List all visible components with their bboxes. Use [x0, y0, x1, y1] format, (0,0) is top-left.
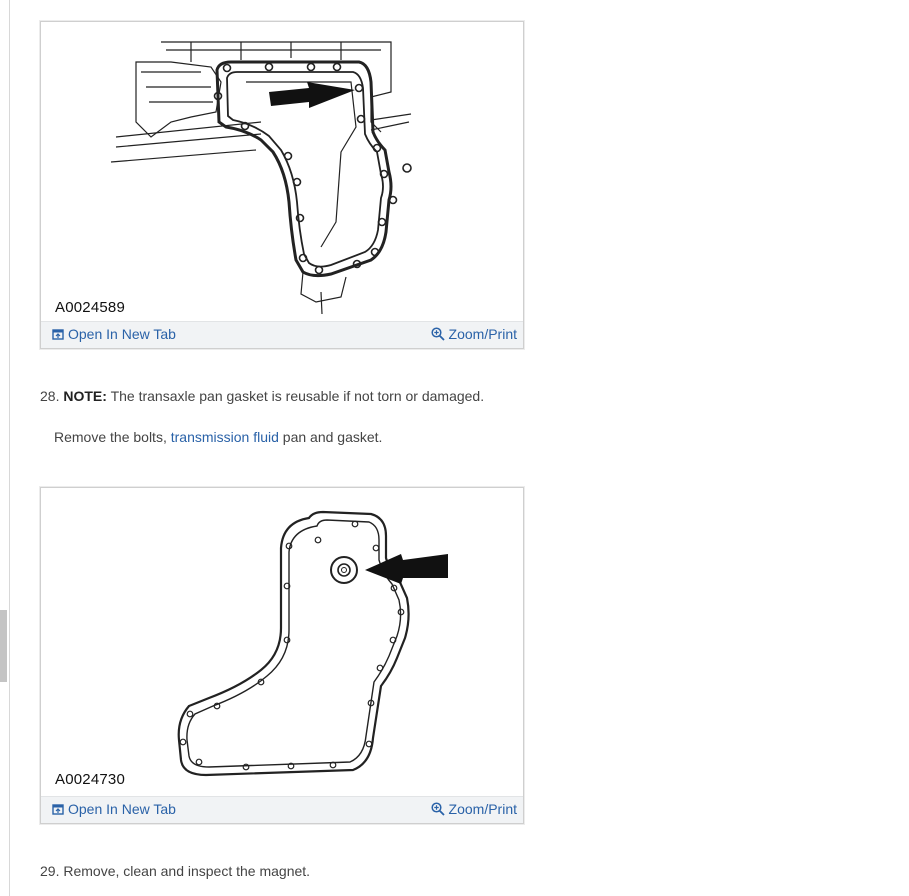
transmission-fluid-link[interactable]: transmission fluid	[170, 429, 279, 445]
step-28-instruction	[54, 429, 382, 445]
open-in-new-tab-icon	[52, 803, 64, 815]
scrollbar-thumb[interactable]	[0, 610, 7, 682]
open-in-new-tab-link[interactable]	[52, 801, 176, 817]
open-in-new-tab-label: Open In New Tab	[68, 326, 176, 342]
zoom-print-link[interactable]	[431, 801, 517, 817]
open-in-new-tab-link[interactable]	[52, 326, 176, 342]
figure-a0024730	[40, 487, 524, 824]
figure-toolbar	[41, 321, 523, 348]
step-28-note	[40, 388, 484, 404]
content-left-rule	[9, 0, 10, 896]
note-text: The transaxle pan gasket is reusable if not torn or damaged.	[110, 388, 485, 404]
step-text: Remove, clean and inspect the magnet.	[63, 863, 311, 879]
instruction-text-before: Remove the bolts,	[54, 429, 171, 445]
figure-a0024589	[40, 21, 524, 349]
pan-magnet-illustration[interactable]	[41, 488, 523, 793]
zoom-print-label: Zoom/Print	[448, 326, 517, 342]
transaxle-pan-illustration[interactable]	[41, 22, 523, 317]
note-label: NOTE:	[63, 388, 107, 404]
open-in-new-tab-icon	[52, 328, 64, 340]
figure-id-label: A0024730	[55, 771, 126, 788]
zoom-in-icon	[431, 802, 445, 816]
step-29	[40, 863, 310, 879]
zoom-print-label: Zoom/Print	[448, 801, 517, 817]
figure-toolbar	[41, 796, 523, 823]
step-number: 29.	[40, 863, 60, 879]
step-number: 28.	[40, 388, 60, 404]
zoom-in-icon	[431, 327, 445, 341]
figure-id-label: A0024589	[55, 299, 126, 316]
zoom-print-link[interactable]	[431, 326, 517, 342]
open-in-new-tab-label: Open In New Tab	[68, 801, 176, 817]
instruction-text-after: pan and gasket.	[278, 429, 383, 445]
